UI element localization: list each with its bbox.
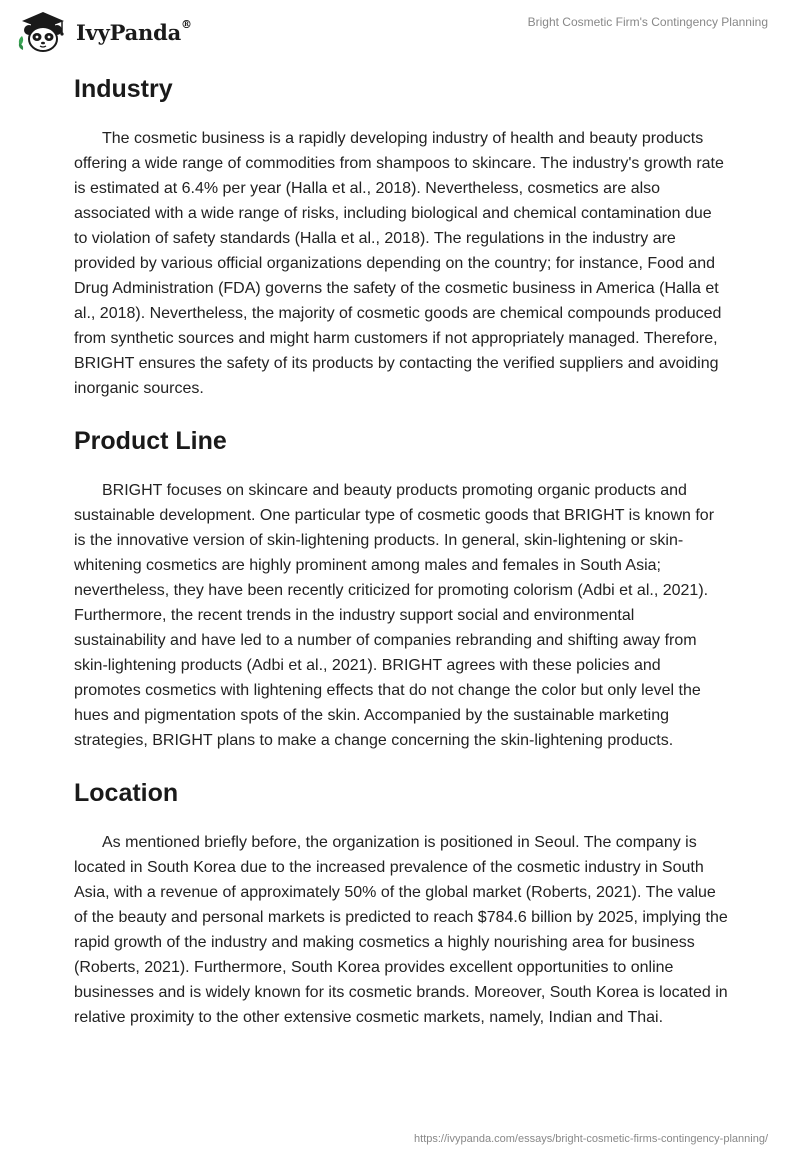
section-location: [74, 776, 729, 1030]
page-header: [0, 0, 800, 60]
essay-body: [74, 72, 729, 1030]
section-paragraph: BRIGHT focuses on skincare and beauty products promoting organic products and sustainable development. One particular type of cosmetic goods that BRIGHT is known for is the innovative version of skin-lightening products. In general, skin-lightening or skin-whitening cosmetics are highly prominent among males and females in South Asia; nevertheless, they have been recently criticized for promoting colorism (Adbi et al., 2021). Furthermore, the recent trends in the industry support social and environmental sustainability and have led to a number of companies rebranding and shifting away from skin-lightening products (Adbi et al., 2021). BRIGHT agrees with these policies and promotes cosmetics with lightening effects that do not change the color but only level the hues and pigmentation spots of the skin. Accompanied by the sustainable marketing strategies, BRIGHT plans to make a change concerning the skin-lightening products.: [74, 482, 715, 749]
document-title: Bright Cosmetic Firm's Contingency Planning: [527, 15, 768, 29]
brand-name: IvyPanda®: [76, 17, 192, 45]
section-paragraph: As mentioned briefly before, the organization is positioned in Seoul. The company is located in South Korea due to the increased prevalence of the cosmetic industry in South Asia, with a revenue of approximately 50% of the global market (Roberts, 2021). The value of the beauty and personal markets is predicted to reach $784.6 billion by 2025, implying the rapid growth of the industry and making cosmetics a highly nourishing area for business (Roberts, 2021). Furthermore, South Korea provides excellent opportunities to online businesses and is widely known for its cosmetic brands. Moreover, South Korea is located in relative proximity to the other extensive cosmetic markets, namely, Indian and Thai.: [74, 834, 728, 1026]
section-heading: Location: [74, 779, 179, 807]
section-paragraph: The cosmetic business is a rapidly developing industry of health and beauty products offering a wide range of commodities from shampoos to skincare. The industry's growth rate is estimated at 6.4% per year (Halla et al., 2018). Nevertheless, cosmetics are also associated with a wide range of risks, including biological and chemical contamination due to violation of safety standards (Halla et al., 2018). The regulations in the industry are provided by various official organizations depending on the country; for instance, Food and Drug Administration (FDA) governs the safety of the cosmetic business in America (Halla et al., 2018). Nevertheless, the majority of cosmetic goods are chemical compounds produced from synthetic sources and might harm customers if not appropriately managed. Therefore, BRIGHT ensures the safety of its products by contacting the verified suppliers and avoiding inorganic sources.: [74, 130, 724, 397]
source-url-link[interactable]: https://ivypanda.com/essays/bright-cosmetic-firms-contingency-planning/: [414, 1133, 768, 1145]
section-heading: Product Line: [74, 427, 227, 455]
section-heading: Industry: [74, 75, 173, 103]
section-industry: [74, 72, 729, 401]
panda-logo-icon: [14, 8, 72, 54]
section-product-line: [74, 424, 729, 753]
ivypanda-logo[interactable]: [14, 8, 192, 54]
